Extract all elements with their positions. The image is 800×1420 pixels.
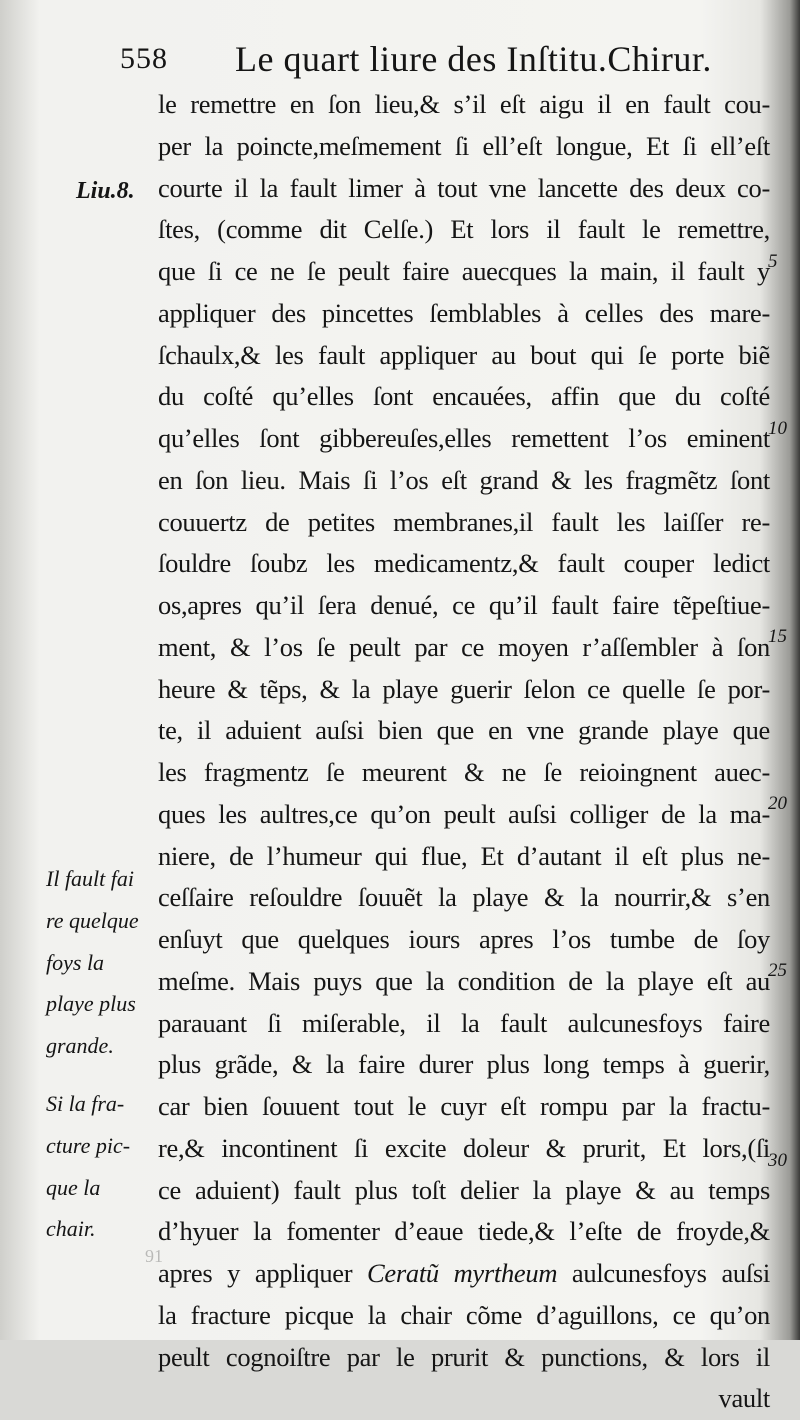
page-header	[0, 30, 800, 90]
main-text-block	[158, 84, 770, 1420]
margin-note-line: re quelque	[46, 907, 139, 933]
margin-note-line: playe plus	[46, 991, 136, 1017]
text-line: d’hyuer la fomenter d’eaue tiede,& l’eſte de froyde,&	[158, 1216, 770, 1247]
line-number: 10	[768, 418, 787, 439]
line-number: 5	[768, 251, 778, 272]
margin-note-playe	[46, 858, 158, 1067]
text-line: parauant ſi miſerable, il la fault aulcunesfoys faire	[158, 1007, 770, 1038]
text-line: os,apres qu’il ſera denué, ce qu’il fault faire tẽpeſtiue-	[158, 590, 770, 620]
folio-number: 558	[120, 42, 168, 75]
text-line: heure & tẽps, & la playe guerir ſelon ce quelle ſe por-	[158, 673, 770, 704]
text-line: ceſſaire reſouldre ſouuẽt la playe & la nourrir,& s’en	[158, 882, 770, 913]
text-line: du coſté qu’elles ſont encauées, affin que du coſté	[158, 381, 770, 412]
signature-mark: 91	[145, 1246, 163, 1266]
text-line: niere, de l’humeur qui flue, Et d’autant il eſt plus ne-	[158, 840, 770, 871]
line-number: 25	[768, 960, 787, 981]
text-line: ce aduient) fault plus toſt delier la playe & au temps	[158, 1174, 770, 1205]
text-line: ſouldre ſoubz les medicamentz,& fault couper ledict	[158, 548, 770, 579]
line-number: 30	[768, 1150, 787, 1171]
text-line: couuertz de petites membranes,il fault les laiſſer re-	[158, 506, 770, 537]
text-line: peult cognoiſtre par le prurit & punctions, & lors il	[158, 1341, 770, 1372]
text-line-with-italic	[158, 1253, 770, 1295]
text-line: per la poincte,meſmement ſi ell’eſt longue, Et ſi ell’eſt	[158, 130, 770, 161]
margin-note-line: que la	[46, 1174, 101, 1200]
margin-note-line: Il fault fai	[46, 866, 134, 891]
text-line: meſme. Mais puys que la condition de la playe eſt au	[158, 965, 770, 996]
text-line: car bien ſouuent tout le cuyr eſt rompu par la fractu-	[158, 1091, 770, 1121]
margin-reference: Liu.8.	[76, 178, 135, 204]
text-line: ſtes, (comme dit Celſe.) Et lors il fault le remettre,	[158, 214, 770, 245]
margin-note-line: chair.	[46, 1216, 96, 1242]
text-line: le remettre en ſon lieu,& s’il eſt aigu il en fault cou-	[158, 89, 770, 119]
margin-note-line: foys la	[46, 949, 105, 975]
text-line: que ſi ce ne ſe peult faire auecques la main, il fault y	[158, 256, 770, 286]
text-line: ſchaulx,& les fault appliquer au bout qui ſe porte biẽ	[158, 339, 770, 370]
margin-note-fracture	[46, 1083, 158, 1250]
text-line: enſuyt que quelques iours apres l’os tumbe de ſoy	[158, 924, 770, 954]
margin-note-line: cture pic-	[46, 1132, 131, 1158]
text-line: te, il aduient auſsi bien que en vne grande playe que	[158, 715, 770, 746]
text-segment: aulcunesfoys auſsi	[557, 1258, 770, 1288]
text-line: ques les aultres,ce qu’on peult auſsi colliger de la ma-	[158, 798, 770, 829]
text-line: ment, & l’os ſe peult par ce moyen r’aſſembler à ſon	[158, 631, 770, 662]
text-line: appliquer des pincettes ſemblables à celles des mare-	[158, 297, 770, 328]
line-number: 20	[768, 793, 787, 814]
text-line: plus grãde, & la faire durer plus long temps à guerir,	[158, 1049, 770, 1080]
catchword: vault	[718, 1383, 770, 1414]
running-title: Le quart liure des Inſtitu.Chirur.	[235, 39, 712, 79]
line-number: 15	[768, 626, 787, 647]
text-line: courte il la fault limer à tout vne lancette des deux co-	[158, 172, 770, 203]
italic-term: Ceratũ myrtheum	[367, 1258, 558, 1288]
margin-note-line: grande.	[46, 1033, 114, 1058]
text-line: re,& incontinent ſi excite doleur & prurit, Et lors,(ſi	[158, 1132, 770, 1163]
text-line: qu’elles ſont gibbereuſes,elles remettent l’os eminent	[158, 423, 770, 453]
text-line: en ſon lieu. Mais ſi l’os eſt grand & les fragmẽtz ſont	[158, 464, 770, 495]
text-line: les fragmentz ſe meurent & ne ſe reioingnent auec-	[158, 757, 770, 787]
text-segment: apres y appliquer	[158, 1258, 368, 1288]
margin-note-line: Si la fra-	[46, 1091, 125, 1116]
text-line: la fracture picque la chair cõme d’aguillons, ce qu’on	[158, 1299, 770, 1330]
